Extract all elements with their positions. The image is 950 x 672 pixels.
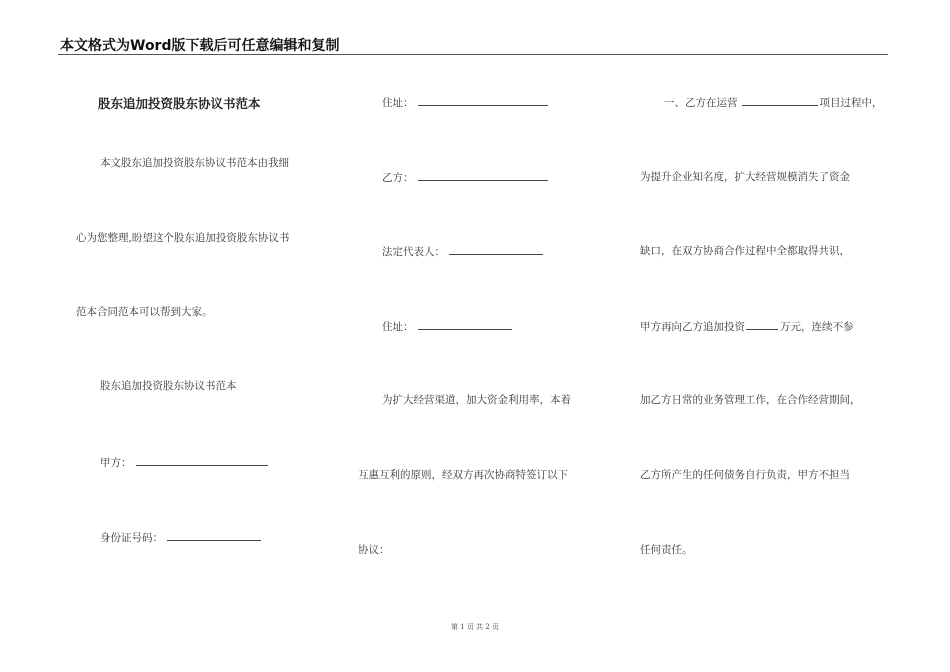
clause-line-4-start: 甲方再向乙方追加投资	[640, 321, 745, 333]
intro-line-2: 心为您整理,盼望这个股东追加投资股东协议书	[76, 232, 290, 244]
address-label-1: 住址：	[382, 97, 414, 109]
party-a-blank	[136, 454, 268, 466]
party-a-label: 甲方：	[100, 457, 132, 469]
clause-line-1-start: 一、乙方在运营	[664, 97, 738, 109]
address-blank-1	[418, 94, 548, 106]
legal-rep-field	[382, 243, 543, 259]
party-b-label: 乙方：	[382, 172, 414, 184]
intro-line-3: 范本合同范本可以帮到大家。	[76, 306, 213, 318]
party-a-field	[100, 454, 268, 470]
page-header	[58, 34, 888, 55]
subtitle: 股东追加投资股东协议书范本	[100, 380, 237, 392]
clause-line-3: 缺口，在双方协商合作过程中全都取得共识，	[640, 245, 850, 257]
intro-line-1: 本文股东追加投资股东协议书范本由我细	[100, 157, 289, 169]
clause-line-1	[664, 94, 883, 110]
legal-rep-blank	[449, 243, 543, 255]
clause-line-4-end: 万元，连续不参	[780, 321, 854, 333]
clause-line-1-end: 项目过程中，	[819, 97, 883, 109]
party-b-blank	[418, 169, 548, 181]
header-title: 本文格式为Word版下载后可任意编辑和复制	[60, 38, 340, 54]
id-number-field	[100, 529, 261, 545]
amount-blank	[746, 318, 778, 330]
page-footer: 第 1 页 共 2 页	[450, 623, 500, 631]
id-number-blank	[167, 529, 261, 541]
clause-line-5: 加乙方日常的业务管理工作，在合作经营期间，	[640, 394, 861, 406]
paragraph-line-1: 为扩大经营渠道，加大资金利用率，本着	[382, 394, 571, 406]
clause-line-6: 乙方所产生的任何债务自行负责，甲方不担当	[640, 469, 850, 481]
address-label-2: 住址：	[382, 321, 414, 333]
paragraph-line-3: 协议：	[358, 544, 390, 556]
legal-rep-label: 法定代表人：	[382, 246, 445, 258]
clause-line-4	[640, 318, 854, 334]
id-number-label: 身份证号码：	[100, 532, 163, 544]
project-blank	[742, 94, 818, 106]
address-field-1	[382, 94, 548, 110]
address-field-2	[382, 318, 512, 334]
clause-line-2: 为提升企业知名度，扩大经营规模消失了资金	[640, 171, 850, 183]
paragraph-line-2: 互惠互利的原则，经双方再次协商特签订以下	[358, 469, 568, 481]
address-blank-2	[418, 318, 512, 330]
document-title: 股东追加投资股东协议书范本	[98, 96, 261, 111]
party-b-field	[382, 169, 548, 185]
clause-line-7: 任何责任。	[640, 544, 693, 556]
